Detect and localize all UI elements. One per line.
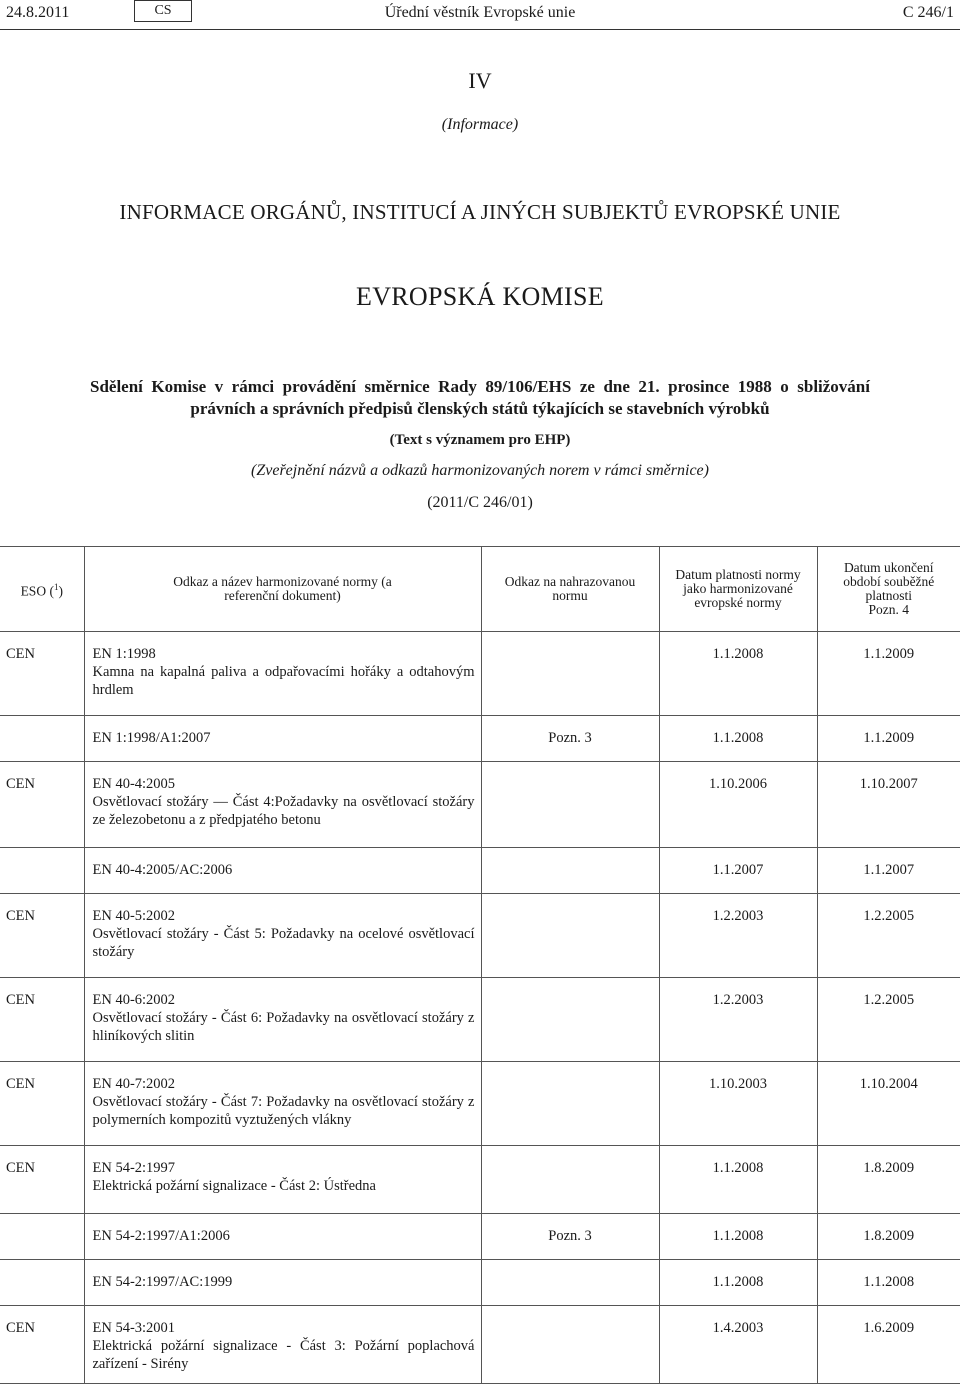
cell-date-end: 1.2.2005 bbox=[817, 894, 960, 978]
table-row bbox=[0, 762, 960, 848]
cell-date-valid: 1.10.2006 bbox=[659, 762, 817, 848]
cell-eso: CEN bbox=[0, 1062, 84, 1146]
publication-note: (Zveřejnění názvů a odkazů harmonizovaných norem v rámci směrnice) bbox=[251, 462, 709, 479]
cell-eso: CEN bbox=[0, 1146, 84, 1214]
cell-replaced bbox=[481, 1146, 659, 1214]
cell-standard bbox=[84, 978, 481, 1062]
cell-date-valid: 1.1.2008 bbox=[659, 1260, 817, 1306]
section-heading: INFORMACE ORGÁNŮ, INSTITUCÍ A JINÝCH SUBJEKTŮ EVROPSKÉ UNIE bbox=[119, 200, 841, 224]
journal-header bbox=[0, 0, 960, 30]
cell-replaced: Pozn. 3 bbox=[481, 716, 659, 762]
standard-code: EN 40-5:2002 bbox=[92, 908, 176, 924]
cell-date-end: 1.1.2009 bbox=[817, 632, 960, 716]
cell-replaced bbox=[481, 632, 659, 716]
cell-standard bbox=[84, 1214, 481, 1260]
standard-title: Kamna na kapalná paliva a odpařovacími hořáky a odtahovým hrdlem bbox=[92, 664, 475, 698]
footnote-marker: 1 bbox=[53, 581, 59, 592]
cell-date-valid: 1.2.2003 bbox=[659, 894, 817, 978]
cell-standard bbox=[84, 848, 481, 894]
standard-title: Osvětlovací stožáry - Část 6: Požadavky na osvětlovací stožáry z hliníkových slitin bbox=[92, 1010, 475, 1044]
part-subtitle: (Informace) bbox=[441, 116, 519, 133]
table-row bbox=[0, 1214, 960, 1260]
cell-replaced bbox=[481, 978, 659, 1062]
language-badge: CS bbox=[134, 0, 192, 22]
cell-date-end: 1.8.2009 bbox=[817, 1146, 960, 1214]
cell-eso: CEN bbox=[0, 762, 84, 848]
table-row bbox=[0, 848, 960, 894]
cell-date-valid: 1.1.2008 bbox=[659, 1214, 817, 1260]
cell-date-end: 1.1.2008 bbox=[817, 1260, 960, 1306]
cell-date-valid: 1.1.2008 bbox=[659, 632, 817, 716]
cell-eso bbox=[0, 1214, 84, 1260]
cell-date-valid: 1.1.2008 bbox=[659, 1146, 817, 1214]
cell-eso bbox=[0, 848, 84, 894]
header-eso: ESO ($^1$) bbox=[0, 547, 84, 632]
cell-date-end: 1.1.2007 bbox=[817, 848, 960, 894]
cell-replaced bbox=[481, 848, 659, 894]
part-number: IV bbox=[468, 68, 492, 93]
table-row bbox=[0, 632, 960, 716]
cell-date-end: 1.8.2009 bbox=[817, 1214, 960, 1260]
standard-code: EN 1:1998 bbox=[92, 646, 156, 662]
table-row bbox=[0, 1306, 960, 1384]
eea-relevance: (Text s významem pro EHP) bbox=[389, 432, 571, 448]
standard-code: EN 40-4:2005/AC:2006 bbox=[92, 862, 233, 878]
standard-title: Elektrická požární signalizace - Část 2: Ústředna bbox=[92, 1178, 376, 1194]
table-row bbox=[0, 1260, 960, 1306]
cell-eso: CEN bbox=[0, 1306, 84, 1384]
cell-date-end: 1.1.2009 bbox=[817, 716, 960, 762]
cell-replaced bbox=[481, 894, 659, 978]
standard-code: EN 40-4:2005 bbox=[92, 776, 176, 792]
cell-eso: CEN bbox=[0, 632, 84, 716]
cell-standard bbox=[84, 762, 481, 848]
standard-code: EN 40-7:2002 bbox=[92, 1076, 176, 1092]
cell-date-end: 1.6.2009 bbox=[817, 1306, 960, 1384]
cell-date-end: 1.2.2005 bbox=[817, 978, 960, 1062]
table-row bbox=[0, 978, 960, 1062]
standard-title: Osvětlovací stožáry — Část 4:Požadavky na osvětlovací stožáry ze železobetonu a z předpjatého betonu bbox=[92, 794, 475, 828]
standard-code: EN 1:1998/A1:2007 bbox=[92, 730, 211, 746]
cell-date-valid: 1.10.2003 bbox=[659, 1062, 817, 1146]
cell-standard bbox=[84, 632, 481, 716]
cell-date-valid: 1.2.2003 bbox=[659, 978, 817, 1062]
header-reference: Odkaz a název harmonizované normy (a referenční dokument) bbox=[84, 547, 481, 632]
notice-title: Sdělení Komise v rámci provádění směrnice Rady 89/106/EHS ze dne 21. prosince 1988 o sbližování právních a správních předpisů členských států týkajících se stavebních výrobků bbox=[90, 377, 870, 418]
cell-eso: CEN bbox=[0, 978, 84, 1062]
cell-date-valid: 1.1.2008 bbox=[659, 716, 817, 762]
cell-replaced bbox=[481, 1260, 659, 1306]
standard-title: Osvětlovací stožáry - Část 7: Požadavky na osvětlovací stožáry z polymerních kompozitů vyztužených vlákny bbox=[92, 1094, 475, 1128]
cell-standard bbox=[84, 1306, 481, 1384]
cell-replaced bbox=[481, 762, 659, 848]
standard-code: EN 40-6:2002 bbox=[92, 992, 176, 1008]
header-date-valid: Datum platnosti normy jako harmonizované evropské normy bbox=[659, 547, 817, 632]
standard-title: Osvětlovací stožáry - Část 5: Požadavky na ocelové osvětlovací stožáry bbox=[92, 926, 475, 960]
header-date-end: Datum ukončení období souběžné platnosti Pozn. 4 bbox=[817, 547, 960, 632]
cell-date-end: 1.10.2004 bbox=[817, 1062, 960, 1146]
cell-replaced: Pozn. 3 bbox=[481, 1214, 659, 1260]
cell-standard bbox=[84, 1062, 481, 1146]
page-reference: C 246/1 bbox=[902, 4, 954, 21]
standard-title: Elektrická požární signalizace - Část 3: Požární poplachová zařízení - Sirény bbox=[92, 1338, 475, 1372]
header-rule bbox=[0, 29, 960, 30]
institution-heading: EVROPSKÁ KOMISE bbox=[356, 282, 604, 311]
standards-table bbox=[0, 546, 960, 1384]
cell-replaced bbox=[481, 1062, 659, 1146]
standard-code: EN 54-2:1997 bbox=[92, 1160, 176, 1176]
cell-replaced bbox=[481, 1306, 659, 1384]
cell-standard bbox=[84, 716, 481, 762]
cell-eso bbox=[0, 716, 84, 762]
table-row bbox=[0, 716, 960, 762]
publication-date: 24.8.2011 bbox=[6, 4, 70, 21]
journal-title: Úřední věstník Evropské unie bbox=[384, 4, 576, 21]
document-reference: (2011/C 246/01) bbox=[427, 494, 533, 511]
standard-code: EN 54-3:2001 bbox=[92, 1320, 176, 1336]
cell-standard bbox=[84, 1260, 481, 1306]
header-replaced: Odkaz na nahrazovanou normu bbox=[481, 547, 659, 632]
cell-date-valid: 1.4.2003 bbox=[659, 1306, 817, 1384]
cell-date-valid: 1.1.2007 bbox=[659, 848, 817, 894]
table-row bbox=[0, 894, 960, 978]
table-row bbox=[0, 1062, 960, 1146]
cell-date-end: 1.10.2007 bbox=[817, 762, 960, 848]
table-row bbox=[0, 1146, 960, 1214]
table-header-row bbox=[0, 547, 960, 632]
cell-standard bbox=[84, 1146, 481, 1214]
cell-standard bbox=[84, 894, 481, 978]
standard-code: EN 54-2:1997/A1:2006 bbox=[92, 1228, 230, 1244]
standard-code: EN 54-2:1997/AC:1999 bbox=[92, 1274, 233, 1290]
cell-eso: CEN bbox=[0, 894, 84, 978]
cell-eso bbox=[0, 1260, 84, 1306]
